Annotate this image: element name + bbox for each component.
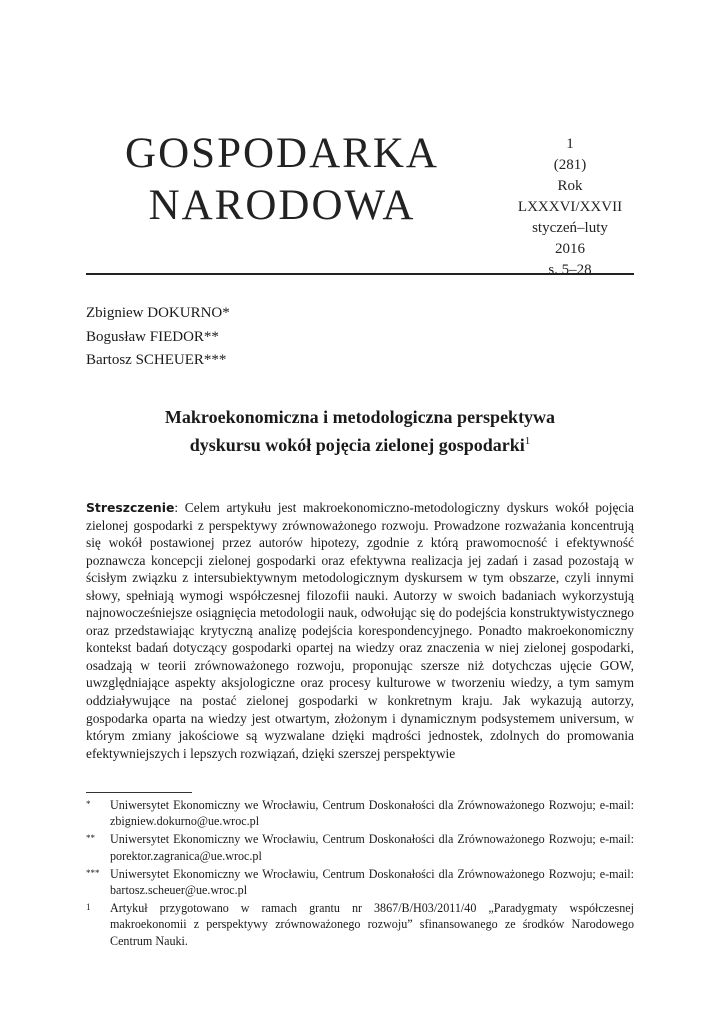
footnote-divider xyxy=(86,792,192,793)
article-title-line-1: Makroekonomiczna i metodologiczna perspektywa xyxy=(164,407,556,427)
journal-issue-info xyxy=(505,134,635,281)
abstract xyxy=(86,499,634,762)
journal-pages: s. 5–28 xyxy=(548,262,592,278)
article-title-footnote-ref: 1 xyxy=(524,435,531,447)
header-divider xyxy=(86,273,634,275)
footnote-text: Uniwersytet Ekonomiczny we Wrocławiu, Centrum Doskonałości dla Zrównoważonego Rozwoju; e-mail: porektor.zagranica@ue.wroc.pl xyxy=(110,832,634,863)
journal-title-line-2: NARODOWA xyxy=(148,182,416,229)
footnote xyxy=(86,866,634,898)
journal-title-line-1: GOSPODARKA xyxy=(125,130,439,177)
footnotes xyxy=(86,797,634,951)
journal-issue: (281) xyxy=(553,157,587,173)
journal-year: 2016 xyxy=(555,241,585,257)
journal-volume: Rok LXXXVI/XXVII xyxy=(517,178,623,215)
footnote-mark: ** xyxy=(86,833,95,844)
footnote-mark: * xyxy=(86,799,91,809)
article-title-line-2-text: dyskursu wokół pojęcia zielonej gospodarki xyxy=(189,435,525,455)
footnote xyxy=(86,797,634,829)
author-1: Zbigniew DOKURNO* xyxy=(86,305,230,321)
footnote xyxy=(86,831,634,863)
author-3: Bartosz SCHEUER*** xyxy=(86,352,227,368)
article-title-line-2 xyxy=(86,429,634,457)
footnote-mark: 1 xyxy=(86,902,91,913)
footnote-text: Uniwersytet Ekonomiczny we Wrocławiu, Centrum Doskonałości dla Zrównoważonego Rozwoju; e-mail: zbigniew.dokurno@ue.wroc.pl xyxy=(110,798,634,829)
footnote-text: Artykuł przygotowano w ramach grantu nr 3867/B/H03/2011/40 „Paradygmaty współczesnej makroekonomii z perspektywy zrównoważonego rozwoju” sfinansowanego ze środków Narodowego Centrum Nauki. xyxy=(110,901,634,948)
abstract-text: : Celem artykułu jest makroekonomiczno-metodologiczny dyskurs wokół pojęcia zielonej gospodarki z perspektywy zrównoważonego rozwoju. Prowadzone rozważania koncentrują się wokół postawionej przez autorów hipotezy, zgodnie z którą prawomocność i efektywność poznawcza koncepcji zielonej gospodarki oraz efektywna realizacja jej zadań i zasad pozostają w ścisłym związku z intersubiektywnym metodologicznym dyskursem w tym obszarze, czyli innymi słowy, spełniają wymogi współczesnej filozofii nauki. Autorzy w swoich badaniach wykorzystują najnowocześniejsze osiągnięcia metodologii nauk, odwołując się do podejścia konstruktywistycznego oraz przedstawiając krytyczną analizę podejścia korespondencyjnego. Ponadto makroekonomiczny kontekst badań dotyczący gospodarki opartej na wiedzy oraz znaczenia w niej zielonej gospodarki, osadzają w teorii zrównoważonego rozwoju, proponując szersze niż dotychczas ujęcie GOW, uwzględniające aspekty aksjologiczne oraz procesy kulturowe w tworzeniu wiedzy, a tym samym oddziaływujące na postać zielonej gospodarki w konkretnym kraju. Jak wykazują autorzy, gospodarka oparta na wiedzy jest otwartym, złożonym i dynamicznym podsystemem universum, w którym zmiany jakościowe są wyzwalane dzięki mądrości jednostek, zdolnych do promowania efektywniejszych i lepszych rozwiązań, dzięki szerszej perspektywie xyxy=(86,500,634,761)
footnote xyxy=(86,900,634,949)
journal-number: 1 xyxy=(566,136,574,152)
footnote-text: Uniwersytet Ekonomiczny we Wrocławiu, Centrum Doskonałości dla Zrównoważonego Rozwoju; e-mail: bartosz.scheuer@ue.wroc.pl xyxy=(110,866,634,898)
journal-title xyxy=(112,128,452,232)
footnote-mark: *** xyxy=(86,867,100,878)
journal-months: styczeń–luty xyxy=(532,220,608,236)
author-2: Bogusław FIEDOR** xyxy=(86,328,219,345)
abstract-label: Streszczenie xyxy=(86,500,175,515)
author-list xyxy=(86,302,634,373)
article-title xyxy=(86,405,634,457)
